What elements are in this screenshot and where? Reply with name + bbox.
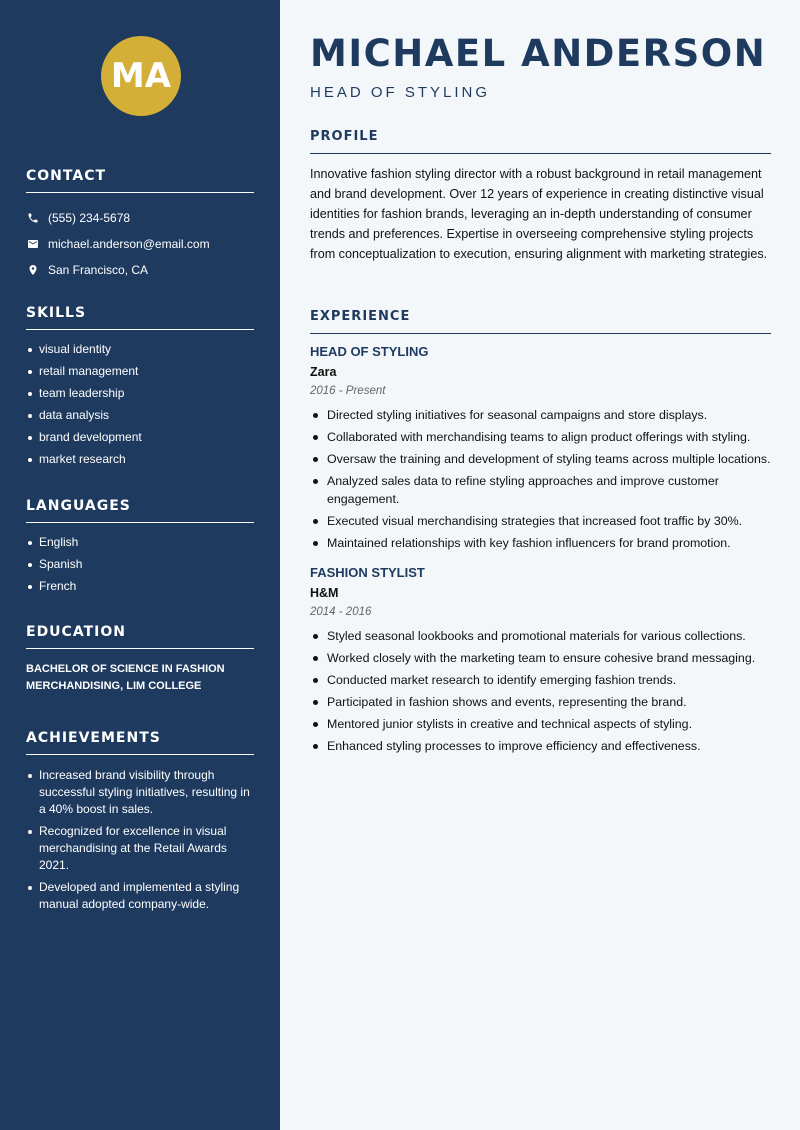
profile-text: Innovative fashion styling director with a robust background in retail management and brand development. Over 12 years of experience in creating distinctive visual identities for fashion brands, leveraging an in-depth understanding of consumer trends and preferences. Expertise in overseeing comprehensive styling projects from conceptualization to execution, ensuring alignment with marketing strategies. xyxy=(310,167,768,261)
contact-phone xyxy=(26,205,254,231)
skill-item: data analysis xyxy=(26,408,254,423)
candidate-name: MICHAEL ANDERSON xyxy=(310,32,767,75)
job-title: HEAD OF STYLING xyxy=(310,344,429,359)
job-bullet: Analyzed sales data to refine styling approaches and improve customer engagement. xyxy=(310,472,771,508)
language-item: French xyxy=(26,579,254,594)
job-dates: 2016 - Present xyxy=(310,385,386,397)
job-bullet: Executed visual merchandising strategies that increased foot traffic by 30%. xyxy=(310,512,771,530)
skill-item: brand development xyxy=(26,430,254,445)
job-bullet: Styled seasonal lookbooks and promotional materials for various collections. xyxy=(310,627,771,645)
phone-icon xyxy=(26,211,40,225)
profile-section xyxy=(310,129,771,264)
skills-heading: SKILLS xyxy=(26,305,254,330)
education-degree: BACHELOR OF SCIENCE IN FASHION MERCHANDISING, LIM COLLEGE xyxy=(26,663,225,692)
job-bullet: Maintained relationships with key fashion influencers for brand promotion. xyxy=(310,534,771,552)
language-item: Spanish xyxy=(26,557,254,572)
phone-text: (555) 234-5678 xyxy=(48,211,131,225)
skills-section xyxy=(26,305,254,474)
job-dates: 2014 - 2016 xyxy=(310,606,372,618)
job-bullet: Conducted market research to identify emerging fashion trends. xyxy=(310,671,771,689)
language-item: English xyxy=(26,535,254,550)
job-bullet: Participated in fashion shows and events, representing the brand. xyxy=(310,693,771,711)
languages-list xyxy=(26,535,254,594)
sidebar xyxy=(0,0,280,1130)
languages-heading: LANGUAGES xyxy=(26,498,254,523)
job-bullets xyxy=(310,406,771,552)
achievement-item: Increased brand visibility through successful styling initiatives, resulting in a 40% boost in sales. xyxy=(26,767,254,818)
job-bullet: Directed styling initiatives for seasonal campaigns and store displays. xyxy=(310,406,771,424)
achievement-item: Recognized for excellence in visual merchandising at the Retail Awards 2021. xyxy=(26,823,254,874)
education-section xyxy=(26,624,254,695)
job-company: Zara xyxy=(310,365,337,379)
skill-item: retail management xyxy=(26,364,254,379)
job-title: FASHION STYLIST xyxy=(310,565,425,580)
initials-text: MA xyxy=(110,56,172,96)
job-bullet: Oversaw the training and development of styling teams across multiple locations. xyxy=(310,450,771,468)
initials-avatar xyxy=(101,36,181,116)
achievements-list xyxy=(26,767,254,913)
contact-location xyxy=(26,257,254,283)
profile-heading: PROFILE xyxy=(310,129,771,154)
experience-section xyxy=(310,309,771,768)
contact-email xyxy=(26,231,254,257)
languages-section xyxy=(26,498,254,601)
skill-item: market research xyxy=(26,452,254,467)
contact-section xyxy=(26,168,254,283)
job-bullet: Collaborated with merchandising teams to align product offerings with styling. xyxy=(310,428,771,446)
job-company: H&M xyxy=(310,586,339,600)
location-pin-icon xyxy=(26,263,40,277)
location-text: San Francisco, CA xyxy=(48,263,149,277)
achievement-item: Developed and implemented a styling manual adopted company-wide. xyxy=(26,879,254,913)
education-heading: EDUCATION xyxy=(26,624,254,649)
email-text: michael.anderson@email.com xyxy=(48,237,210,251)
job-bullet: Worked closely with the marketing team to ensure cohesive brand messaging. xyxy=(310,649,771,667)
mail-icon xyxy=(26,237,40,251)
achievements-section xyxy=(26,730,254,918)
skill-item: team leadership xyxy=(26,386,254,401)
skill-item: visual identity xyxy=(26,342,254,357)
job-bullets xyxy=(310,627,771,755)
contact-heading: CONTACT xyxy=(26,168,254,193)
job-entry xyxy=(310,565,771,755)
candidate-title: HEAD OF STYLING xyxy=(310,84,491,101)
job-bullet: Mentored junior stylists in creative and technical aspects of styling. xyxy=(310,715,771,733)
skills-list xyxy=(26,342,254,467)
job-bullet: Enhanced styling processes to improve efficiency and effectiveness. xyxy=(310,737,771,755)
achievements-heading: ACHIEVEMENTS xyxy=(26,730,254,755)
experience-heading: EXPERIENCE xyxy=(310,309,771,334)
job-entry xyxy=(310,344,771,552)
